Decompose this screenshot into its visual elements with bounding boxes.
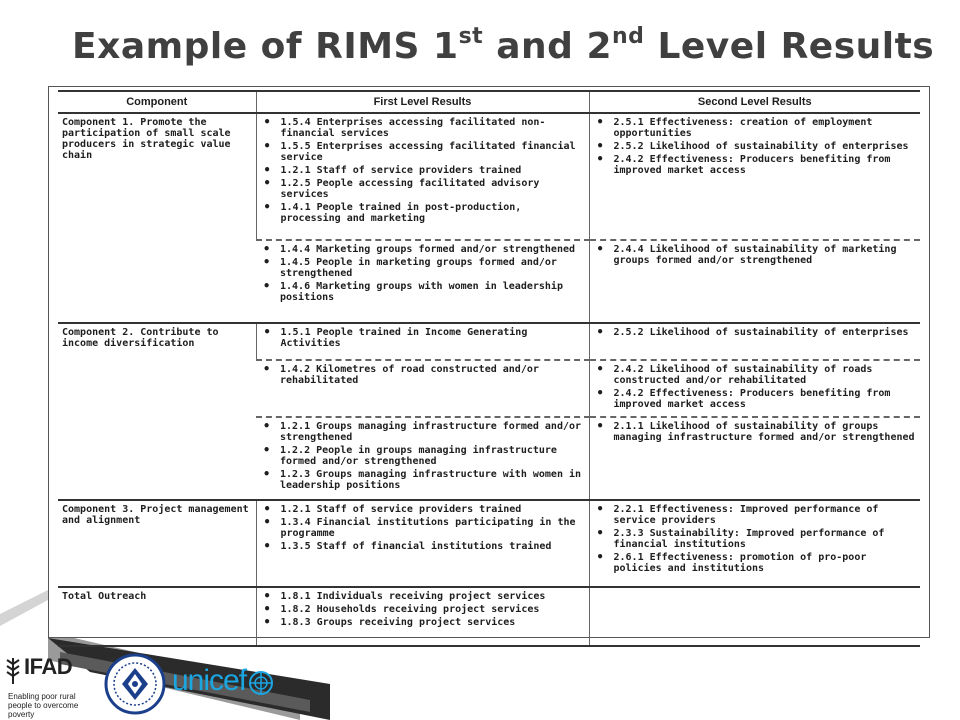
header-second-level: Second Level Results <box>589 91 920 113</box>
table-row <box>58 587 920 646</box>
list-item: • 1.4.5 People in marketing groups formed and/or strengthened <box>260 257 585 279</box>
results-table-frame <box>48 86 930 638</box>
first-level-cell <box>256 500 589 587</box>
list-item: • 1.2.5 People accessing facilitated advisory services <box>261 178 585 200</box>
list-item: • 1.8.2 Households receiving project services <box>261 604 585 615</box>
government-seal-icon <box>104 652 166 716</box>
decor-stripe-left <box>0 590 48 626</box>
table-row <box>58 323 920 360</box>
table-row <box>58 113 920 240</box>
list-item: • 1.5.4 Enterprises accessing facilitated non-financial services <box>261 117 585 139</box>
first-level-cell <box>256 323 589 360</box>
list-item: • 2.5.2 Likelihood of sustainability of enterprises <box>594 141 917 152</box>
second-level-cell <box>589 360 920 417</box>
list-item: • 1.4.2 Kilometres of road constructed and/or rehabilitated <box>260 364 585 386</box>
table-row <box>58 500 920 587</box>
header-component: Component <box>58 91 256 113</box>
list-item: • 2.5.2 Likelihood of sustainability of enterprises <box>594 327 917 338</box>
list-item: • 1.2.1 Staff of service providers trained <box>261 504 585 515</box>
unicef-wordmark: unicef <box>172 664 247 697</box>
second-level-cell <box>589 323 920 360</box>
list-item: • 1.5.1 People trained in Income Generating Activities <box>261 327 585 349</box>
ifad-logo-icon <box>4 652 96 719</box>
list-item: • 1.4.6 Marketing groups with women in leadership positions <box>260 281 585 303</box>
unicef-logo <box>170 660 276 706</box>
first-level-cell <box>256 113 589 240</box>
list-item: • 2.4.4 Likelihood of sustainability of marketing groups formed and/or strengthened <box>594 244 917 266</box>
rims-results-table <box>58 90 920 647</box>
list-item: • 1.2.2 People in groups managing infrastructure formed and/or strengthened <box>260 445 585 467</box>
list-item: • 2.4.2 Effectiveness: Producers benefiting from improved market access <box>594 388 917 410</box>
total-outreach-cell: Total Outreach <box>58 587 256 646</box>
component-1-cell: Component 1. Promote the participation of small scale producers in strategic value chain <box>58 113 256 323</box>
slide-title: Example of RIMS 1st and 2nd Level Results <box>72 24 935 67</box>
list-item: • 1.5.5 Enterprises accessing facilitated financial service <box>261 141 585 163</box>
list-item: • 1.2.1 Staff of service providers trained <box>261 165 585 176</box>
unicef-globe-icon <box>248 670 274 696</box>
ifad-wordmark: IFAD <box>24 654 73 679</box>
list-item: • 2.4.2 Effectiveness: Producers benefiting from improved market access <box>594 154 917 176</box>
list-item: • 1.2.1 Groups managing infrastructure formed and/or strengthened <box>260 421 585 443</box>
second-level-cell <box>589 417 920 500</box>
list-item: • 2.5.1 Effectiveness: creation of employment opportunities <box>594 117 917 139</box>
list-item: • 1.4.1 People trained in post-production, processing and marketing <box>261 202 585 224</box>
second-level-cell <box>589 587 920 646</box>
list-item: • 1.2.3 Groups managing infrastructure with women in leadership positions <box>260 469 585 491</box>
component-2-cell: Component 2. Contribute to income diversification <box>58 323 256 500</box>
second-level-cell <box>589 500 920 587</box>
ifad-tagline: Enabling poor rural people to overcome poverty <box>8 692 79 719</box>
list-item: • 1.8.1 Individuals receiving project services <box>261 591 585 602</box>
list-item: • 2.4.2 Likelihood of sustainability of roads constructed and/or rehabilitated <box>594 364 917 386</box>
first-level-cell <box>256 240 589 323</box>
header-first-level: First Level Results <box>256 91 589 113</box>
list-item: • 1.3.5 Staff of financial institutions trained <box>261 541 585 552</box>
list-item: • 2.2.1 Effectiveness: Improved performance of service providers <box>594 504 917 526</box>
second-level-cell <box>589 113 920 240</box>
list-item: • 1.4.4 Marketing groups formed and/or strengthened <box>260 244 585 255</box>
ifad-wheat-icon <box>4 656 22 686</box>
list-item: • 2.6.1 Effectiveness: promotion of pro-poor policies and institutions <box>594 552 917 574</box>
table-header-row <box>58 91 920 113</box>
first-level-cell <box>256 587 589 646</box>
list-item: • 2.1.1 Likelihood of sustainability of groups managing infrastructure formed and/or strengthened <box>594 421 917 443</box>
list-item: • 1.8.3 Groups receiving project services <box>261 617 585 628</box>
list-item: • 1.3.4 Financial institutions participating in the programme <box>261 517 585 539</box>
list-item: • 2.3.3 Sustainability: Improved performance of financial institutions <box>594 528 917 550</box>
component-3-cell: Component 3. Project management and alignment <box>58 500 256 587</box>
second-level-cell <box>589 240 920 323</box>
first-level-cell <box>256 417 589 500</box>
first-level-cell <box>256 360 589 417</box>
